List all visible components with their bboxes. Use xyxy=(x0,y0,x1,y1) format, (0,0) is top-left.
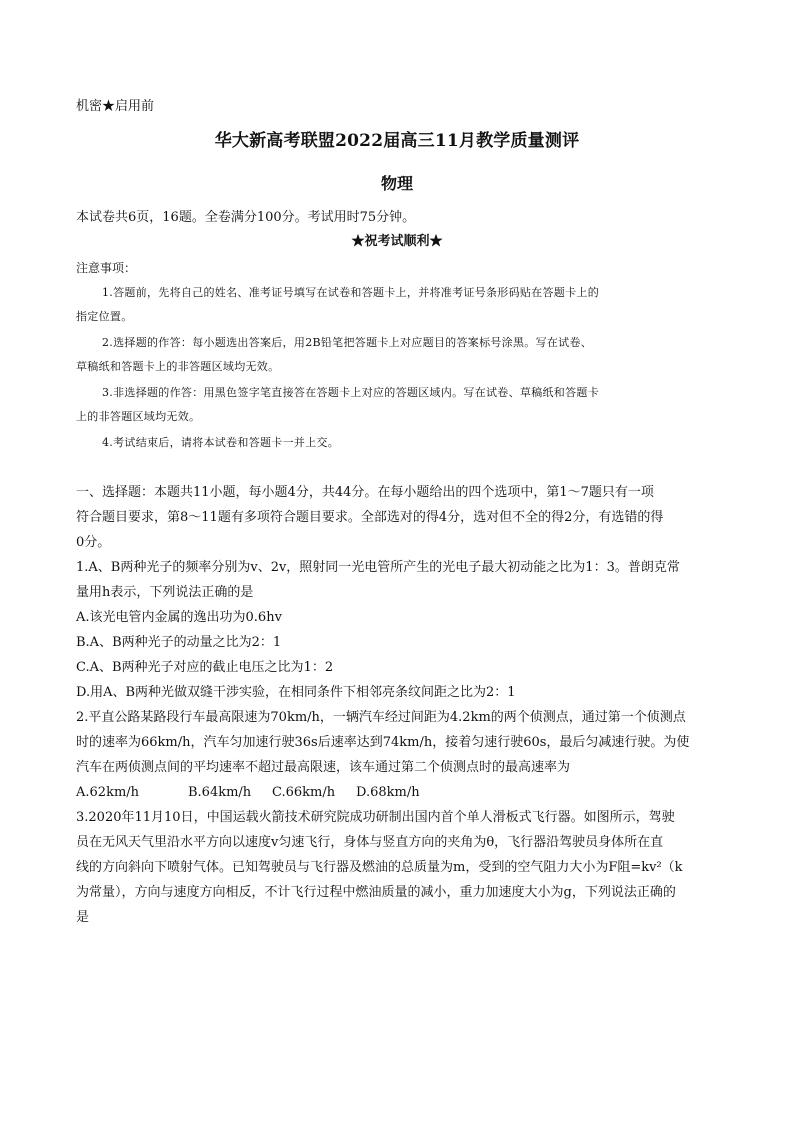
q2-stem-1: 2.平直公路某路段行车最高限速为70km/h，一辆汽车经过间距为4.2km的两个侦测点，通过第一个侦测点 xyxy=(76,710,686,725)
q1-option-b: B.A、B两种光子的动量之比为2：1 xyxy=(76,635,282,650)
confidential-mark: 机密★启用前 xyxy=(76,99,155,114)
exam-intro: 本试卷共6页，16题。全卷满分100分。考试用时75分钟。 xyxy=(76,210,416,225)
q3-stem-2: 员在无风天气里沿水平方向以速度v匀速飞行，身体与竖直方向的夹角为θ，飞行器沿驾驶员身体所在直 xyxy=(76,835,664,850)
q2-option-b: B.64km/h xyxy=(188,785,252,800)
good-luck-line: ★祝考试顺利★ xyxy=(351,234,443,249)
q1-option-a: A.该光电管内金属的逸出功为0.6hv xyxy=(76,610,282,625)
notice-item-1: 1.答题前，先将自己的姓名、准考证号填写在试卷和答题卡上，并将准考证号条形码贴在答题卡上的 xyxy=(102,286,599,299)
q1-option-d: D.用A、B两种光做双缝干涉实验，在相同条件下相邻亮条纹间距之比为2：1 xyxy=(76,685,516,700)
q1-option-c: C.A、B两种光子对应的截止电压之比为1：2 xyxy=(76,660,334,675)
notice-item-1-cont: 指定位置。 xyxy=(76,310,133,323)
q2-stem-3: 汽车在两侦测点间的平均速率不超过最高限速，该车通过第二个侦测点时的最高速率为 xyxy=(76,760,571,775)
notice-item-4: 4.考试结束后，请将本试卷和答题卡一并上交。 xyxy=(102,436,340,449)
q2-option-a: A.62km/h xyxy=(76,785,140,800)
q3-stem-3: 线的方向斜向下喷射气体。已知驾驶员与飞行器及燃油的总质量为m，受到的空气阻力大小为F阻=kv²（k xyxy=(76,860,683,875)
q1-stem-1: 1.A、B两种光子的频率分别为v、2v，照射同一光电管所产生的光电子最大初动能之比为1：3。普朗克常 xyxy=(76,560,680,575)
section1-instructions-2: 符合题目要求，第8～11题有多项符合题目要求。全部选对的得4分，选对但不全的得2分，有选错的得 xyxy=(76,510,664,525)
section1-instructions-1: 一、选择题：本题共11小题，每小题4分，共44分。在每小题给出的四个选项中，第1～7题只有一项 xyxy=(76,485,654,500)
notice-item-2: 2.选择题的作答：每小题选出答案后，用2B铅笔把答题卡上对应题目的答案标号涂黑。写在试卷、 xyxy=(102,336,593,349)
page-title: 华大新高考联盟2022届高三11月教学质量测评 xyxy=(214,131,580,151)
q3-stem-1: 3.2020年11月10日，中国运载火箭技术研究院成功研制出国内首个单人滑板式飞行器。如图所示，驾驶 xyxy=(76,810,675,825)
notice-item-2-cont: 草稿纸和答题卡上的非答题区域均无效。 xyxy=(76,360,280,373)
notice-item-3: 3.非选择题的作答：用黑色签字笔直接答在答题卡上对应的答题区域内。写在试卷、草稿纸和答题卡 xyxy=(102,386,599,399)
notice-heading: 注意事项： xyxy=(76,261,137,275)
q2-stem-2: 时的速率为66km/h，汽车匀加速行驶36s后速率达到74km/h，接着匀速行驶60s，最后匀减速行驶。为使 xyxy=(76,735,690,750)
subject-title: 物理 xyxy=(380,174,413,193)
q2-option-c: C.66km/h xyxy=(272,785,336,800)
notice-item-3-cont: 上的非答题区域均无效。 xyxy=(76,410,201,423)
q3-stem-5: 是 xyxy=(76,910,90,925)
section1-instructions-3: 0分。 xyxy=(76,535,111,550)
q1-stem-2: 量用h表示，下列说法正确的是 xyxy=(76,585,254,600)
q3-stem-4: 为常量），方向与速度方向相反，不计飞行过程中燃油质量的减小，重力加速度大小为g，下列说法正确的 xyxy=(76,885,676,900)
q2-option-d: D.68km/h xyxy=(356,785,420,800)
